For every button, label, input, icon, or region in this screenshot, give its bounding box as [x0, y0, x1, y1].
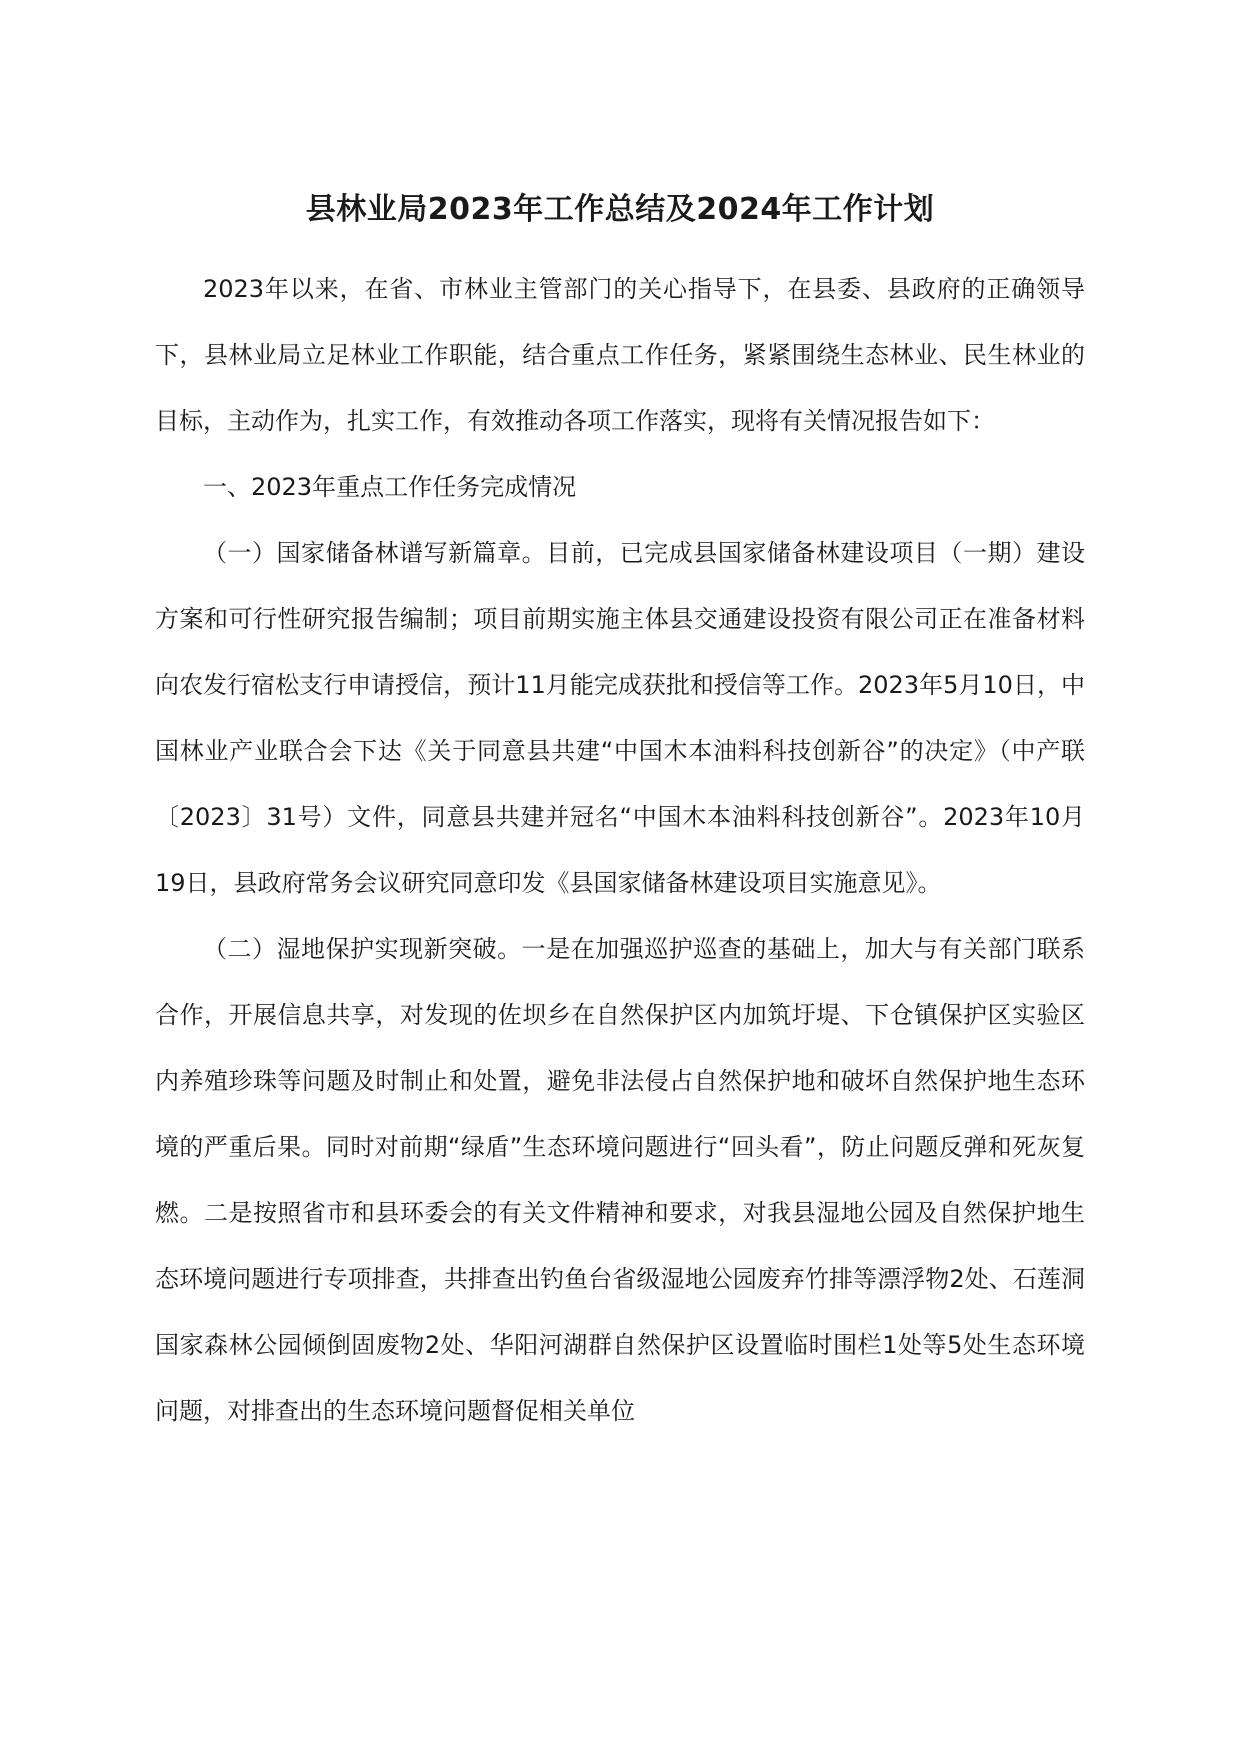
document-title: 县林业局2023年工作总结及2024年工作计划	[305, 192, 935, 227]
document-body	[155, 256, 1085, 1444]
section-heading: 一、2023年重点工作任务完成情况	[203, 473, 577, 501]
intro-paragraph: 2023年以来，在省、市林业主管部门的关心指导下，在县委、县政府的正确领导下，县林业局立足林业工作职能，结合重点工作任务，紧紧围绕生态林业、民生林业的目标，主动作为，扎实工作，有效推动各项工作落实，现将有关情况报告如下：	[155, 275, 1085, 435]
paragraph-wetland-protection: （二）湿地保护实现新突破。一是在加强巡护巡查的基础上，加大与有关部门联系合作，开展信息共享，对发现的佐坝乡在自然保护区内加筑圩堤、下仓镇保护区实验区内养殖珍珠等问题及时制止和处置，避免非法侵占自然保护地和破坏自然保护地生态环境的严重后果。同时对前期“绿盾”生态环境问题进行“回头看”，防止问题反弹和死灰复燃。二是按照省市和县环委会的有关文件精神和要求，对我县湿地公园及自然保护地生态环境问题进行专项排查，共排查出钓鱼台省级湿地公园废弃竹排等漂浮物2处、石莲洞国家森林公园倾倒固废物2处、华阳河湖群自然保护区设置临时围栏1处等5处生态环境问题，对排查出的生态环境问题督促相关单位	[155, 935, 1085, 1425]
paragraph-reserve-forest: （一）国家储备林谱写新篇章。目前，已完成县国家储备林建设项目（一期）建设方案和可行性研究报告编制；项目前期实施主体县交通建设投资有限公司正在准备材料向农发行宿松支行申请授信，预计11月能完成获批和授信等工作。2023年5月10日，中国林业产业联合会下达《关于同意县共建“中国木本油料科技创新谷”的决定》（中产联〔2023〕31号）文件，同意县共建并冠名“中国木本油料科技创新谷”。2023年10月19日，县政府常务会议研究同意印发《县国家储备林建设项目实施意见》。	[155, 539, 1085, 897]
